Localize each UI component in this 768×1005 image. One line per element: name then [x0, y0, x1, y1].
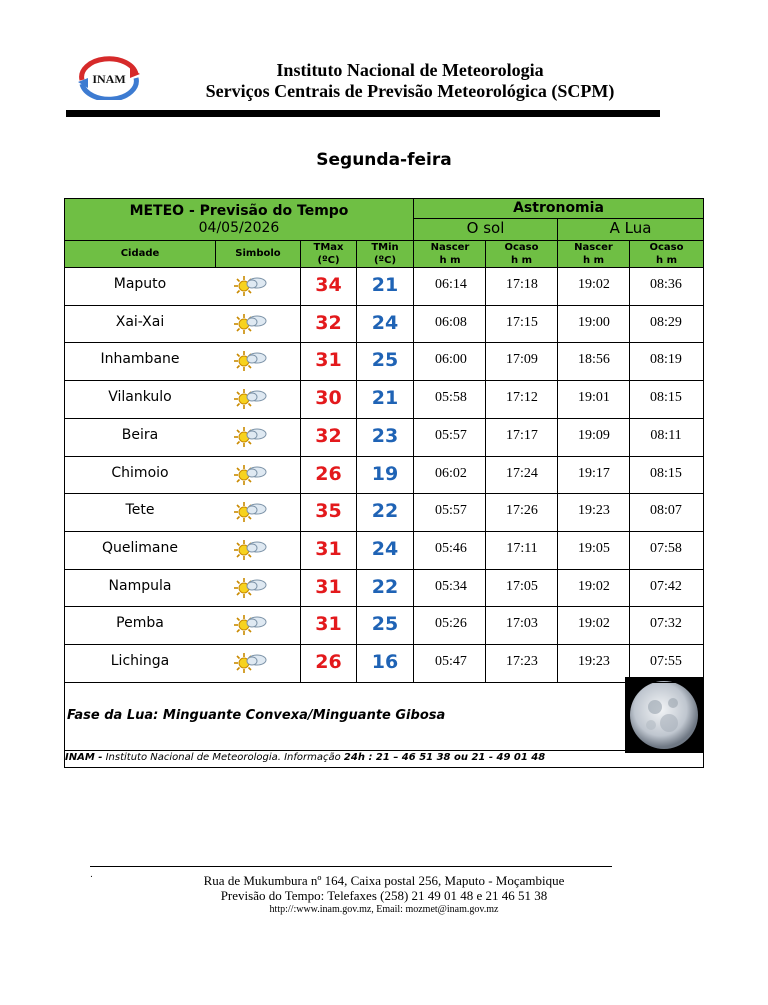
address-rule — [90, 866, 612, 867]
moonrise-time: 19:09 — [578, 427, 610, 443]
moonset-time: 08:07 — [650, 503, 682, 519]
moonset-time: 08:11 — [650, 427, 682, 443]
sun-cloud-icon — [231, 425, 271, 449]
city-name: Chimoio — [111, 464, 169, 481]
col-simbolo: Simbolo — [235, 248, 281, 259]
body-col-divider — [557, 267, 558, 682]
col-cidade: Cidade — [120, 248, 160, 259]
row-divider — [65, 682, 703, 683]
tmin-value: 24 — [371, 311, 399, 334]
web-email-line: http://:www.inam.gov.mz, Email: mozmet@inam.gov.mz — [269, 904, 499, 915]
col-lua-ocaso — [630, 241, 703, 267]
moonset-time: 08:15 — [650, 390, 682, 406]
row-divider — [65, 569, 703, 570]
moonset-time: 07:55 — [650, 654, 682, 669]
tmin-value: 19 — [371, 462, 399, 485]
header-divider — [65, 240, 703, 241]
forecast-date: 04/05/2026 — [198, 220, 280, 236]
col-tmin-label: TMin — [371, 242, 399, 253]
tmax-value: 30 — [315, 387, 342, 410]
city-name: Nampula — [108, 577, 172, 594]
footer-divider — [65, 750, 625, 751]
header-rule — [66, 110, 660, 117]
tmin-value: 22 — [371, 500, 399, 523]
city-name: Quelimane — [102, 539, 178, 556]
table-row — [65, 380, 703, 418]
sunset-time: 17:11 — [506, 540, 538, 556]
tmax-value: 31 — [315, 613, 342, 636]
header-institute: Instituto Nacional de Meteorologia — [276, 60, 544, 80]
sunset-time: 17:15 — [506, 314, 538, 330]
astronomia-title: Astronomia — [513, 200, 604, 216]
row-divider — [65, 456, 703, 457]
sunset-time: 17:23 — [506, 654, 538, 669]
tmin-value: 21 — [371, 274, 399, 296]
moonset-time: 08:29 — [650, 314, 682, 330]
sunrise-time: 05:34 — [435, 578, 467, 594]
tmax-value: 32 — [315, 424, 342, 447]
table-row — [65, 531, 703, 569]
moonset-time: 08:15 — [650, 465, 682, 481]
city-name: Xai-Xai — [115, 313, 165, 330]
moonrise-time: 19:00 — [578, 314, 610, 330]
moon-phase-text: Fase da Lua: Minguante Convexa/Minguante Gibosa — [67, 708, 446, 723]
header-col-divider — [215, 240, 216, 267]
col-lua-ocaso-label: Ocaso — [649, 242, 684, 253]
sunset-time: 17:05 — [506, 578, 538, 594]
sunrise-time: 05:57 — [435, 503, 467, 519]
moonset-time: 08:19 — [650, 352, 682, 368]
tmax-value: 35 — [315, 500, 342, 523]
col-tmin-unit: (ºC) — [373, 255, 397, 266]
row-divider — [65, 531, 703, 532]
tmax-value: 32 — [315, 311, 342, 334]
row-divider — [65, 305, 703, 306]
table-row — [65, 569, 703, 607]
table-row — [65, 493, 703, 531]
body-col-divider — [300, 267, 301, 682]
sunrise-time: 06:02 — [435, 465, 467, 481]
tmax-value: 31 — [315, 537, 342, 560]
moon-phase-image — [625, 677, 703, 753]
row-divider — [65, 267, 703, 268]
sunset-time: 17:12 — [506, 390, 538, 406]
col-lua-nascer-label: Nascer — [574, 242, 613, 253]
city-name: Tete — [125, 502, 155, 519]
moonrise-time: 19:01 — [578, 390, 610, 406]
moonrise-time: 19:02 — [578, 616, 610, 632]
moonset-time: 08:36 — [650, 277, 682, 292]
col-tmax-unit: (ºC) — [317, 255, 340, 266]
header-col-divider — [485, 240, 486, 267]
table-row — [65, 267, 703, 305]
tmax-value: 26 — [315, 462, 342, 485]
table-row — [65, 305, 703, 343]
moonset-time: 07:58 — [650, 540, 682, 556]
tmin-value: 24 — [371, 537, 399, 560]
sun-cloud-icon — [231, 463, 271, 487]
body-col-divider — [413, 267, 414, 682]
city-name: Lichinga — [110, 653, 170, 669]
body-col-divider — [356, 267, 357, 682]
sunrise-time: 05:47 — [435, 654, 467, 669]
tmin-value: 25 — [371, 613, 399, 636]
table-row — [65, 606, 703, 644]
header-col-divider — [300, 240, 301, 267]
sunrise-time: 06:08 — [435, 314, 467, 330]
sun-cloud-icon — [231, 387, 271, 411]
tmax-value: 31 — [315, 349, 342, 372]
col-sol-nascer — [414, 241, 486, 267]
row-divider — [65, 493, 703, 494]
sunset-time: 17:26 — [506, 503, 538, 519]
col-sol-ocaso-unit: h m — [510, 255, 533, 266]
inam-logo — [74, 56, 144, 100]
col-sol-nascer-label: Nascer — [430, 242, 470, 253]
body-col-divider — [629, 267, 630, 682]
info-inam: INAM - — [65, 752, 103, 763]
tmax-value: 26 — [315, 651, 342, 673]
moonrise-time: 19:23 — [578, 503, 610, 519]
sun-cloud-icon — [231, 349, 271, 373]
tmin-value: 23 — [371, 424, 399, 447]
col-lua-nascer-unit: h m — [582, 255, 605, 266]
col-lua-nascer — [558, 241, 629, 267]
table-row — [65, 644, 703, 682]
sunset-time: 17:24 — [506, 465, 538, 481]
table-row — [65, 342, 703, 380]
table-row — [65, 418, 703, 456]
row-divider — [65, 380, 703, 381]
sun-cloud-icon — [231, 576, 271, 600]
sun-cloud-icon — [231, 274, 271, 298]
address-line: Rua de Mukumbura nº 164, Caixa postal 256, Maputo - Moçambique — [203, 873, 565, 888]
moonrise-time: 19:17 — [578, 465, 610, 481]
tmin-value: 21 — [371, 387, 399, 410]
moonrise-time: 19:02 — [578, 277, 610, 292]
col-tmax-label: TMax — [313, 242, 344, 253]
sunrise-time: 06:14 — [435, 277, 467, 292]
row-divider — [65, 606, 703, 607]
meteo-title: METEO - Previsão do Tempo — [129, 203, 349, 219]
phone-line: Previsão do Tempo: Telefaxes (258) 21 49 01 48 e 21 46 51 38 — [220, 888, 548, 903]
sol-lua-divider — [557, 218, 558, 267]
tmin-value: 16 — [371, 651, 399, 673]
col-tmin — [357, 241, 413, 267]
sunrise-time: 06:00 — [435, 352, 467, 368]
sun-cloud-icon — [231, 312, 271, 336]
tmax-value: 34 — [315, 274, 342, 296]
tmin-value: 25 — [371, 349, 399, 372]
col-tmax — [301, 241, 356, 267]
sunset-time: 17:03 — [506, 616, 538, 632]
header-col-divider — [629, 240, 630, 267]
sunset-time: 17:09 — [506, 352, 538, 368]
moonset-time: 07:32 — [650, 616, 682, 632]
logo-text: INAM — [92, 72, 126, 86]
o-sol-title: O sol — [466, 219, 505, 237]
sunrise-time: 05:46 — [435, 540, 467, 556]
sunset-time: 17:17 — [506, 427, 538, 443]
moonrise-time: 18:56 — [578, 352, 610, 368]
sunrise-time: 05:26 — [435, 616, 467, 632]
col-sol-nascer-unit: h m — [439, 255, 461, 266]
sun-cloud-icon — [231, 613, 271, 637]
city-name: Beira — [121, 426, 159, 443]
header-col-divider — [356, 240, 357, 267]
forecast-table — [64, 198, 704, 768]
col-lua-ocaso-unit: h m — [655, 255, 678, 266]
col-sol-ocaso — [486, 241, 557, 267]
city-name: Maputo — [113, 276, 167, 292]
moonrise-time: 19:23 — [578, 654, 610, 669]
moonrise-time: 19:02 — [578, 578, 610, 594]
city-name: Vilankulo — [108, 389, 172, 406]
meteo-astro-divider — [413, 199, 414, 267]
row-divider — [65, 644, 703, 645]
day-title: Segunda-feira — [316, 150, 452, 170]
sun-cloud-icon — [231, 500, 271, 524]
sun-cloud-icon — [231, 651, 271, 675]
tmax-value: 31 — [315, 575, 342, 598]
sunrise-time: 05:58 — [435, 390, 467, 406]
sunset-time: 17:18 — [506, 277, 538, 292]
address-dot: . — [90, 870, 93, 880]
a-lua-title: A Lua — [609, 219, 652, 237]
moonrise-time: 19:05 — [578, 540, 610, 556]
tmin-value: 22 — [371, 575, 399, 598]
col-sol-ocaso-label: Ocaso — [504, 242, 539, 253]
city-name: Pemba — [116, 615, 164, 632]
body-col-divider — [485, 267, 486, 682]
moonset-time: 07:42 — [650, 578, 682, 594]
astronomia-divider — [414, 218, 703, 219]
info-text: Instituto Nacional de Meteorologia. Informação — [102, 752, 344, 763]
row-divider — [65, 342, 703, 343]
row-divider — [65, 418, 703, 419]
table-row — [65, 456, 703, 494]
sunrise-time: 05:57 — [435, 427, 467, 443]
header-services: Serviços Centrais de Previsão Meteorológica (SCPM) — [205, 81, 615, 101]
info-phone: 24h : 21 – 46 51 38 ou 21 - 49 01 48 — [343, 752, 546, 763]
info-line — [65, 752, 704, 763]
sun-cloud-icon — [231, 538, 271, 562]
city-name: Inhambane — [100, 351, 180, 368]
